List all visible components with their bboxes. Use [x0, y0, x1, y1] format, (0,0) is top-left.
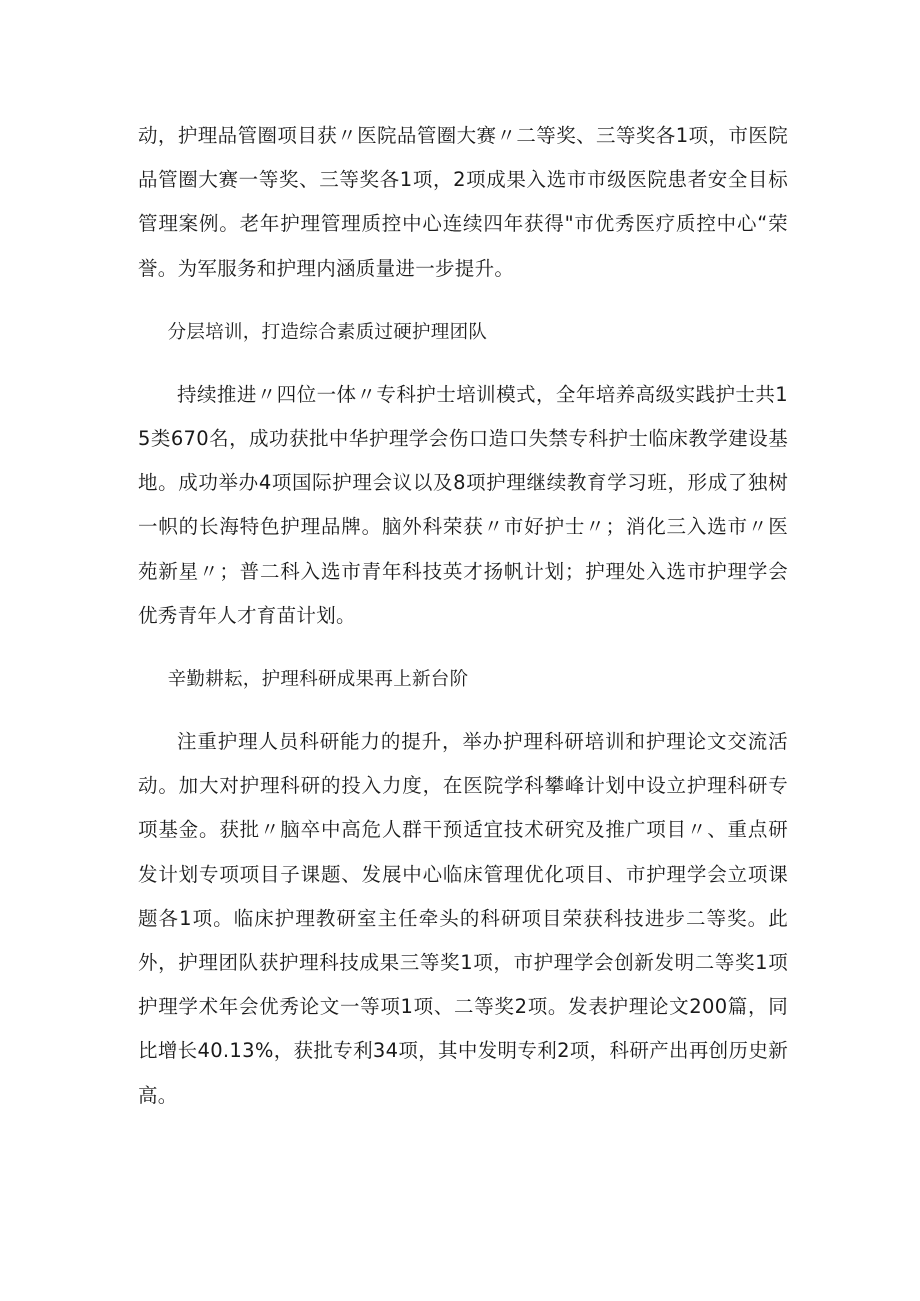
spacer	[138, 638, 788, 658]
spacer	[138, 702, 788, 720]
paragraph-training: 持续推进〃四位一体〃专科护士培训模式，全年培养高级实践护士共15类670名，成功获批中华护理学会伤口造口失禁专科护士临床教学建设基地。成功举办4项国际护理会议以及8项护理继续教育学习班，形成了独树一帜的长海特色护理品牌。脑外科荣获〃市好护士〃；消化三入选市〃医苑新星〃；普二科入选市青年科技英才扬帆计划；护理处入选市护理学会优秀青年人才育苗计划。	[138, 382, 788, 627]
paragraph-quality-awards: 动，护理品管圈项目获〃医院品管圈大赛〃二等奖、三等奖各1项，市医院品管圈大赛一等奖、三等奖各1项，2项成果入选市市级医院患者安全目标管理案例。老年护理管理质控中心连续四年获得"市优秀医疗质控中心“荣誉。为军服务和护理内涵质量进一步提升。	[138, 124, 788, 280]
section-heading-research: 辛勤耕耘，护理科研成果再上新台阶	[167, 669, 469, 691]
paragraph-research: 注重护理人员科研能力的提升，举办护理科研培训和护理论文交流活动。加大对护理科研的投入力度，在医院学科攀峰计划中设立护理科研专项基金。获批〃脑卒中高危人群干预适宜技术研究及推广项目〃、重点研发计划专项项目子课题、发展中心临床管理优化项目、市护理学会立项课题各1项。临床护理教研室主任牵头的科研项目荣获科技进步二等奖。此外，护理团队获护理科技成果三等奖1项，市护理学会创新发明二等奖1项护理学术年会优秀论文一等项1项、二等奖2项。发表护理论文200篇，同比增长40.13%，获批专利34项，其中发明专利2项，科研产出再创历史新高。	[138, 730, 788, 1107]
spacer	[138, 355, 788, 373]
document-body	[138, 114, 788, 1118]
spacer	[138, 291, 788, 311]
section-heading-training: 分层培训，打造综合素质过硬护理团队	[167, 321, 488, 343]
